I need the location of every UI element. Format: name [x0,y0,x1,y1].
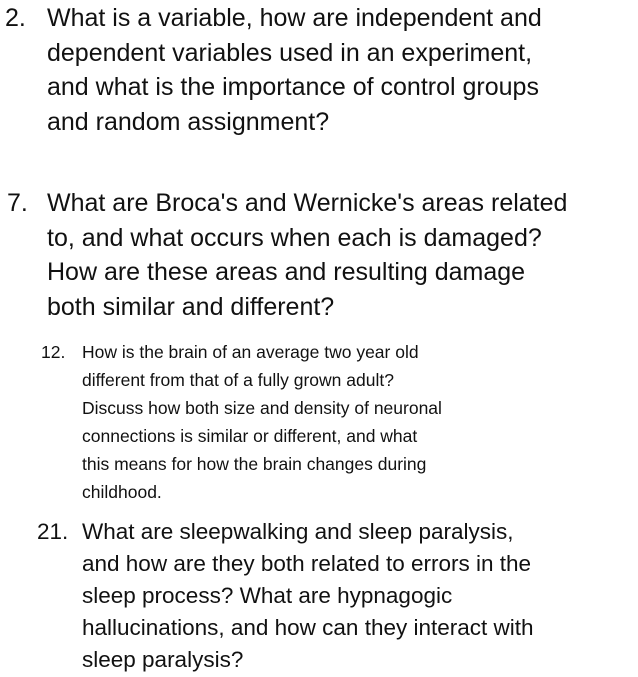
question-number: 21. [37,519,69,544]
question-text-line: and what is the importance of control groups [47,73,539,101]
question-number: 2. [5,4,26,32]
question-text-line: What is a variable, how are independent and [47,4,542,32]
question-text-line: What are Broca's and Wernicke's areas related [47,189,568,217]
question-number: 7. [7,189,28,217]
question-text-line: connections is similar or different, and what [82,426,418,446]
question-text-line: What are sleepwalking and sleep paralysis, [82,519,514,544]
question-text-line: different from that of a fully grown adult? [82,370,394,390]
question-text-line: How are these areas and resulting damage [47,258,526,286]
question-text-line: childhood. [82,482,162,502]
question-number: 12. [41,342,66,362]
question-text-line: and random assignment? [47,107,330,136]
question-text-line: Discuss how both size and density of neuronal [82,398,442,418]
question-text-line: How is the brain of an average two year old [82,342,419,362]
question-text-line: and how are they both related to errors in the [82,551,532,576]
question-text-line: dependent variables used in an experiment, [47,38,533,67]
question-text-line: both similar and different? [47,292,335,321]
question-text-line: sleep paralysis? [82,647,244,672]
question-text-line: to, and what occurs when each is damaged? [47,223,542,252]
question-text-line: sleep process? What are hypnagogic [82,583,453,608]
question-text-line: hallucinations, and how can they interact with [82,615,534,640]
question-text-line: this means for how the brain changes during [82,454,427,474]
